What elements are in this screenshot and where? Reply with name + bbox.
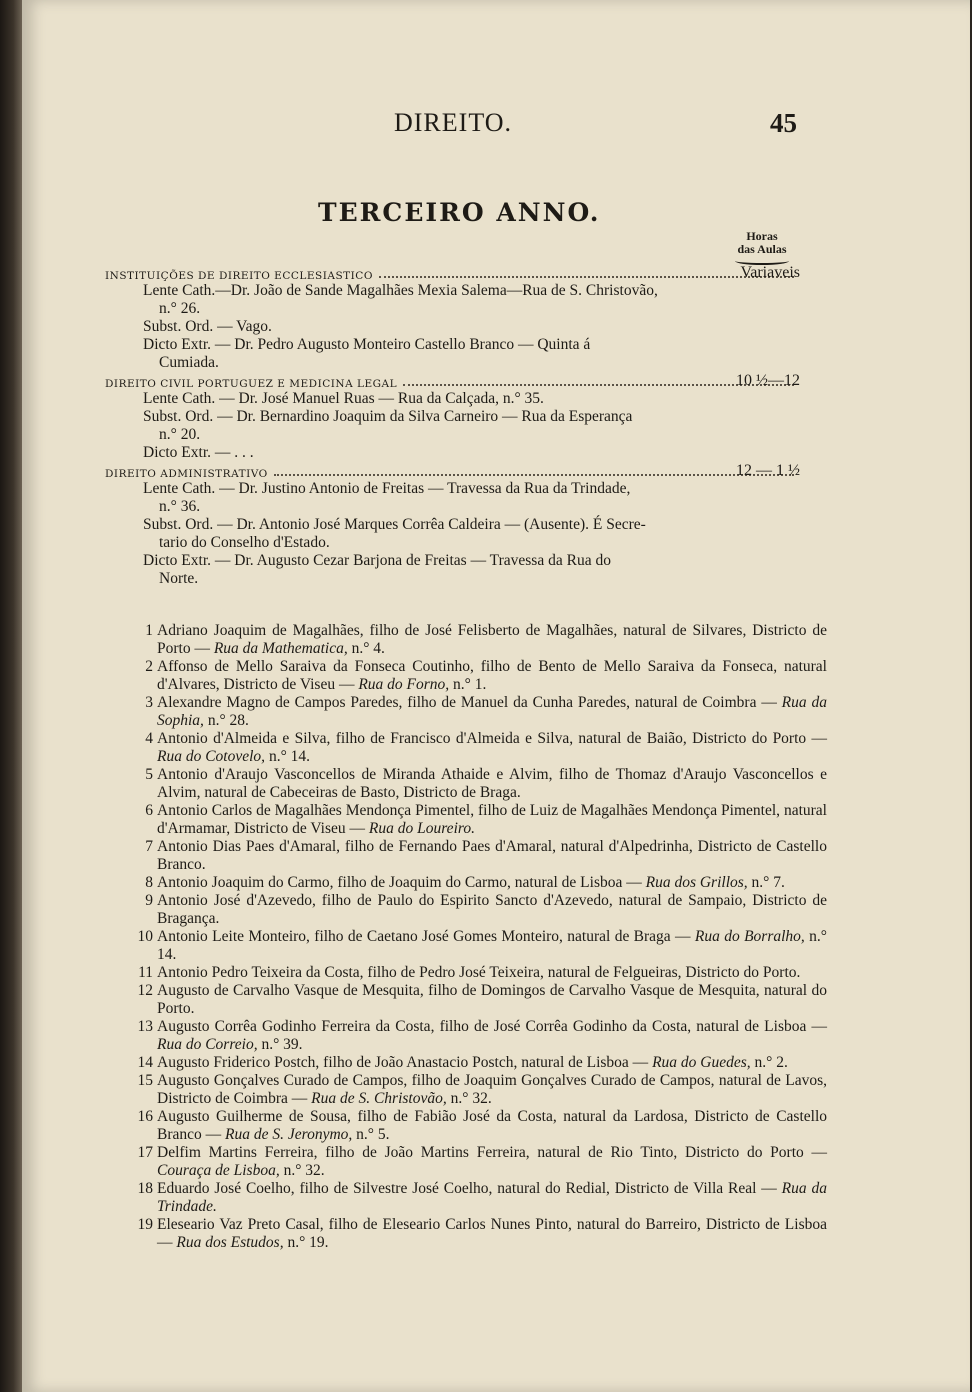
student-number: 19 xyxy=(137,1216,153,1233)
hours-heading-line2: das Aulas xyxy=(737,242,787,256)
staff-entry-line: Subst. Ord. — Vago. xyxy=(143,318,272,335)
student-entry xyxy=(119,622,827,658)
page-header xyxy=(22,108,970,148)
staff-entry-line: Dicto Extr. — Dr. Pedro Augusto Monteiro Castello Branco — Quinta á xyxy=(143,336,591,353)
student-entry xyxy=(119,1216,827,1252)
student-text: Alexandre Magno de Campos Paredes, filho de Manuel da Cunha Paredes, natural de Coimbra — Rua da Sophia, n.° 28. xyxy=(157,694,827,729)
staff-entry-line: Norte. xyxy=(159,570,199,587)
student-entry xyxy=(119,874,827,892)
student-text: Augusto Gonçalves Curado de Campos, filho de Joaquim Gonçalves Curado de Campos, natural de Lavos, Districto de Coimbra — Rua de S. Christovão, n.° 32. xyxy=(157,1072,827,1107)
student-number: 5 xyxy=(145,766,153,783)
student-entry xyxy=(119,658,827,694)
staff-entry-line: Subst. Ord. — Dr. Antonio José Marques Corrêa Caldeira — (Ausente). É Secre- xyxy=(143,516,646,533)
student-entry xyxy=(119,982,827,1018)
student-text: Antonio José d'Azevedo, filho de Paulo do Espirito Sancto d'Azevedo, natural de Sampaio, Districto de Bragança. xyxy=(157,892,827,927)
staff-entry-line: Subst. Ord. — Dr. Bernardino Joaquim da Silva Carneiro — Rua da Esperança xyxy=(143,408,633,425)
course-heading xyxy=(105,372,800,390)
student-address: Rua dos Grillos, xyxy=(645,874,748,891)
student-list xyxy=(119,622,827,1252)
student-text: Adriano Joaquim de Magalhães, filho de José Felisberto de Magalhães, natural de Silvares, Districto de Porto — Rua da Mathematica, n.° 4. xyxy=(157,622,827,657)
staff-entry-line: n.° 20. xyxy=(159,426,201,443)
course-name: DIREITO CIVIL PORTUGUEZ E MEDICINA LEGAL xyxy=(105,378,398,390)
student-number: 13 xyxy=(137,1018,153,1035)
course-hours: 12 — 1 ½ xyxy=(736,462,800,479)
student-entry xyxy=(119,1054,827,1072)
staff-entry-line: Dicto Extr. — . . . xyxy=(143,444,254,461)
student-text: Affonso de Mello Saraiva da Fonseca Coutinho, filho de Bento de Mello Saraiva da Fonseca, natural d'Alvares, Districto de Viseu — Rua do Forno, n.° 1. xyxy=(157,658,827,693)
student-number: 4 xyxy=(145,730,153,747)
student-address: Rua do Loureiro. xyxy=(368,820,475,837)
staff-entry-line: Dicto Extr. — Dr. Augusto Cezar Barjona de Freitas — Travessa da Rua do xyxy=(143,552,611,569)
student-address: Couraça de Lisboa, xyxy=(157,1162,280,1179)
student-number: 3 xyxy=(145,694,153,711)
student-address: Rua do Borralho, xyxy=(694,928,805,945)
student-entry xyxy=(119,1018,827,1054)
book-spine xyxy=(0,0,22,1392)
student-address: Rua de S. Jeronymo, xyxy=(225,1126,353,1143)
student-text: Augusto Corrêa Godinho Ferreira da Costa, filho de José Corrêa Godinho da Costa, natural de Lisboa — Rua do Correio, n.° 39. xyxy=(157,1018,827,1053)
student-text: Antonio Pedro Teixeira da Costa, filho de Pedro José Teixeira, natural de Felgueiras, Districto do Porto. xyxy=(157,964,801,981)
course-name: INSTITUIÇÕES DE DIREITO ECCLESIASTICO xyxy=(105,270,373,282)
student-number: 6 xyxy=(145,802,153,819)
course-hours: Variaveis xyxy=(740,264,800,281)
student-text: Elesear​io Vaz Preto Casal, filho de Elesear​io Carlos Nunes Pinto, natural do Barreiro, Districto de Lisboa — Rua dos Estudos, n.° 19. xyxy=(157,1216,827,1251)
student-text: Antonio Dias Paes d'Amaral, filho de Fernando Paes d'Amaral, natural d'Alpedrinha, Districto de Castello Branco. xyxy=(157,838,827,873)
student-number: 1 xyxy=(145,622,153,639)
dot-leader xyxy=(274,474,794,476)
page-number: 45 xyxy=(770,108,797,138)
student-entry xyxy=(119,1144,827,1180)
course-name: DIREITO ADMINISTRATIVO xyxy=(105,468,268,480)
student-text: Delfim Martins Ferreira, filho de João Martins Ferreira, natural de Rio Tinto, Districto do Porto — Couraça de Lisboa, n.° 32. xyxy=(157,1144,827,1179)
staff-entry-line: n.° 36. xyxy=(159,498,201,515)
course-heading xyxy=(105,462,800,480)
staff-entry-line: Lente Cath. — Dr. Justino Antonio de Freitas — Travessa da Rua da Trindade, xyxy=(143,480,631,497)
student-number: 11 xyxy=(138,964,153,981)
student-number: 2 xyxy=(145,658,153,675)
course-heading xyxy=(105,264,800,282)
student-number: 8 xyxy=(145,874,153,891)
running-head: DIREITO. xyxy=(394,108,513,137)
staff-entry-line: Lente Cath.—Dr. João de Sande Magalhães Mexia Salema—Rua de S. Christovão, xyxy=(143,282,658,299)
student-number: 15 xyxy=(137,1072,153,1089)
student-text: Antonio Joaquim do Carmo, filho de Joaquim do Carmo, natural de Lisboa — Rua dos Grillos, n.° 7. xyxy=(157,874,785,891)
student-number: 16 xyxy=(137,1108,153,1125)
student-address: Rua da Trindade. xyxy=(157,1180,827,1215)
student-number: 17 xyxy=(137,1144,153,1161)
student-text: Antonio d'Almeida e Silva, filho de Francisco d'Almeida e Silva, natural de Baião, Districto do Porto — Rua do Cotovelo, n.° 14. xyxy=(157,730,827,765)
student-text: Augusto Friderico Postch, filho de João Anastacio Postch, natural de Lisboa — Rua do Guedes, n.° 2. xyxy=(157,1054,788,1071)
student-entry xyxy=(119,1180,827,1216)
student-entry xyxy=(119,730,827,766)
student-number: 10 xyxy=(137,928,153,945)
student-entry xyxy=(119,1108,827,1144)
student-address: Rua do Forno, xyxy=(358,676,450,693)
student-entry xyxy=(119,838,827,874)
course-hours: 10 ½—12 xyxy=(736,372,800,389)
student-number: 7 xyxy=(145,838,153,855)
student-text: Eduardo José Coelho, filho de Silvestre José Coelho, natural do Redial, Districto de Villa Real — Rua da Trindade. xyxy=(157,1180,827,1215)
student-number: 9 xyxy=(145,892,153,909)
student-number: 14 xyxy=(137,1054,153,1071)
student-address: Rua da Sophia, xyxy=(157,694,827,729)
hours-column-heading xyxy=(729,230,795,265)
student-address: Rua do Guedes, xyxy=(652,1054,751,1071)
student-entry xyxy=(119,892,827,928)
student-address: Rua do Cotovelo, xyxy=(157,748,266,765)
student-entry xyxy=(119,964,827,982)
hours-heading-line1: Horas xyxy=(746,229,778,243)
student-text: Antonio d'Araujo Vasconcellos de Miranda Athaide e Alvim, filho de Thomaz d'Araujo Vasconcellos e Alvim, natural de Cabeceiras de Basto, Districto de Braga. xyxy=(157,766,827,801)
student-entry xyxy=(119,802,827,838)
student-text: Antonio Carlos de Magalhães Mendonça Pimentel, filho de Luiz de Magalhães Mendonça Pimentel, natural d'Armamar, Districto de Viseu — Rua do Loureiro. xyxy=(157,802,827,837)
student-text: Antonio Leite Monteiro, filho de Caetano José Gomes Monteiro, natural de Braga — Rua do Borralho, n.° 14. xyxy=(157,928,827,963)
student-number: 18 xyxy=(137,1180,153,1197)
staff-entry-line: Cumiada. xyxy=(159,354,219,371)
student-text: Augusto de Carvalho Vasque de Mesquita, filho de Domingos de Carvalho Vasque de Mesquita, natural do Porto. xyxy=(157,982,827,1017)
student-address: Rua dos Estudos, xyxy=(176,1234,284,1251)
student-number: 12 xyxy=(137,982,153,999)
staff-entry-line: Lente Cath. — Dr. José Manuel Ruas — Rua da Calçada, n.° 35. xyxy=(143,390,544,407)
book-page xyxy=(22,0,970,1392)
student-address: Rua de S. Christovão, xyxy=(311,1090,447,1107)
staff-entry-line: tario do Conselho d'Estado. xyxy=(159,534,330,551)
student-entry xyxy=(119,928,827,964)
student-text: Augusto Guilherme de Sousa, filho de Fabião José da Costa, natural da Lardosa, Districto de Castello Branco — Rua de S. Jeronymo, n.° 5. xyxy=(157,1108,827,1143)
student-address: Rua do Correio, xyxy=(157,1036,258,1053)
student-entry xyxy=(119,1072,827,1108)
student-address: Rua da Mathematica, xyxy=(213,640,348,657)
course-list xyxy=(105,264,800,588)
student-entry xyxy=(119,694,827,730)
section-title: TERCEIRO ANNO. xyxy=(318,198,601,227)
staff-entry-line: n.° 26. xyxy=(159,300,201,317)
student-entry xyxy=(119,766,827,802)
